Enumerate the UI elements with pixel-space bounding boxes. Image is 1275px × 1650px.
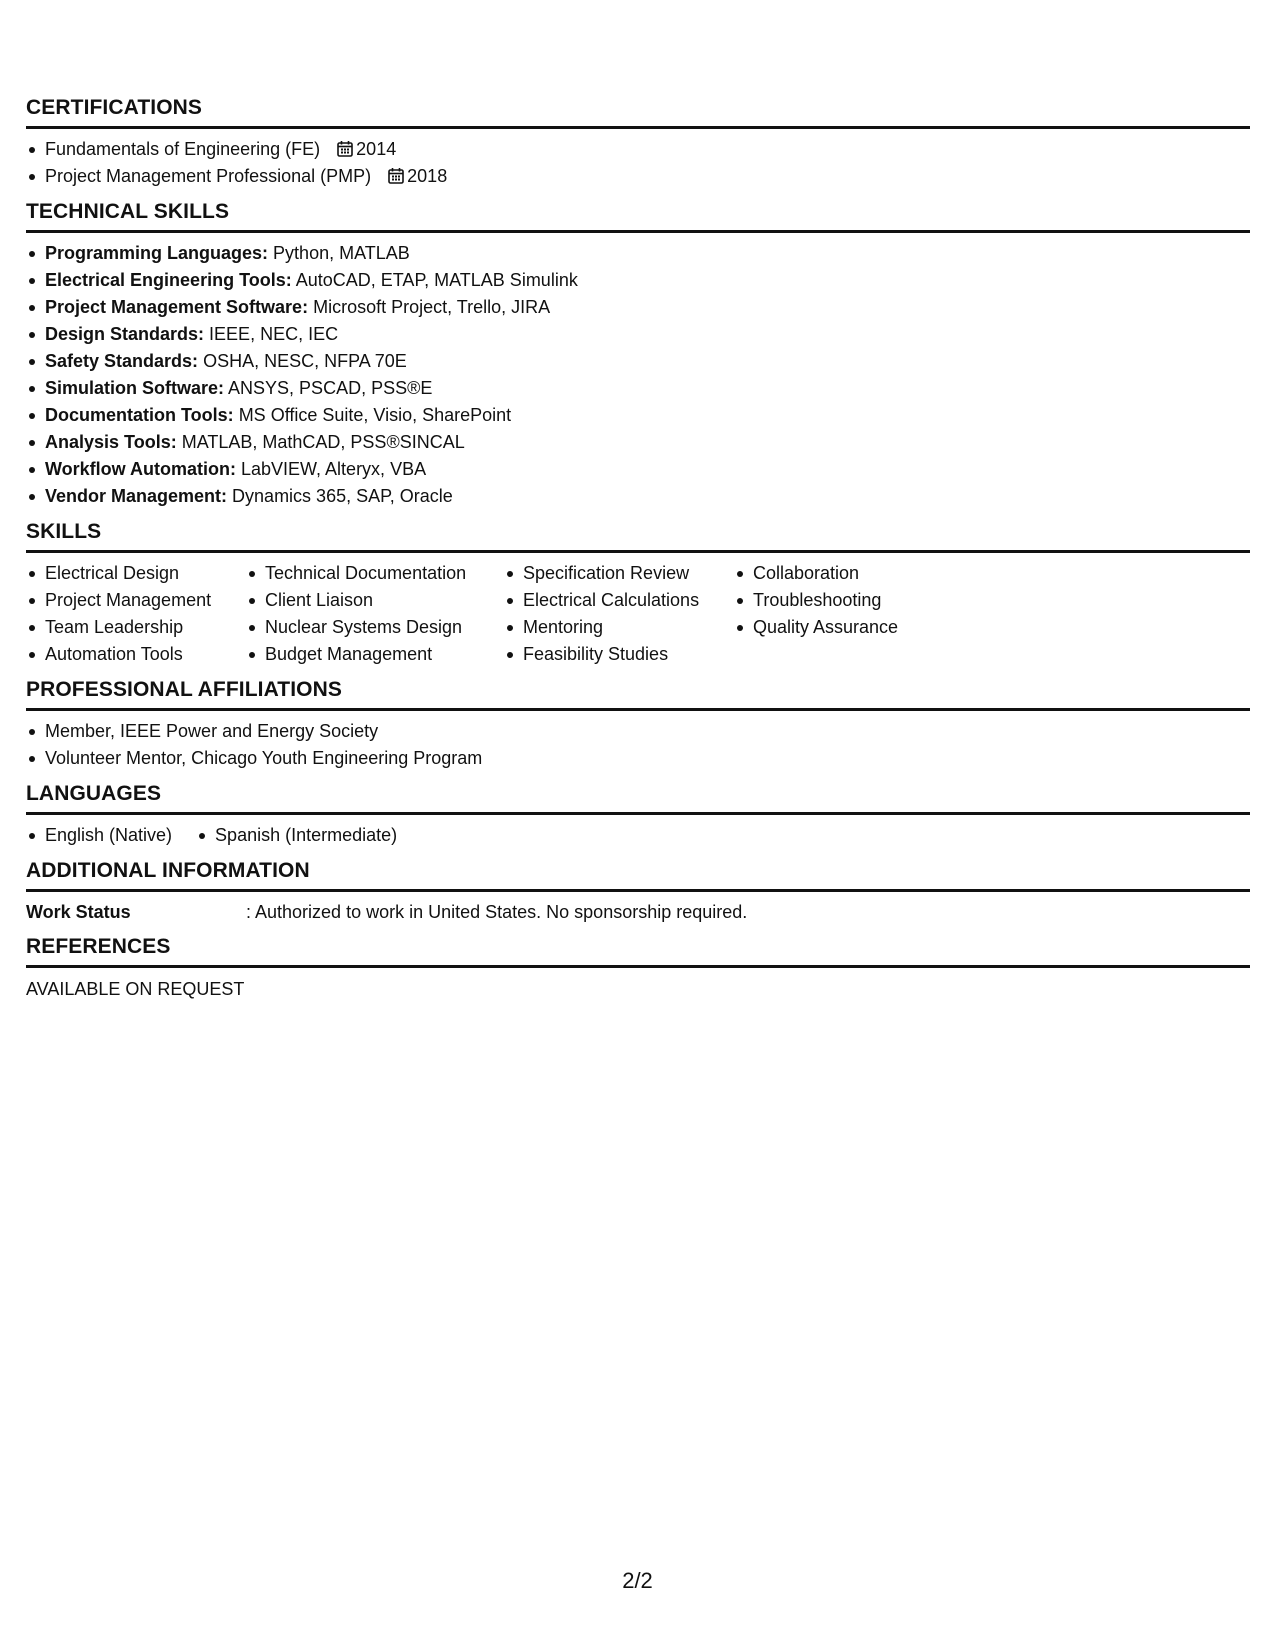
language-item: English (Native) [26,822,172,849]
skill-item: Project Management [26,587,224,614]
skill-item: Quality Assurance [734,614,934,641]
skills-column [504,560,712,668]
skill-item: Feasibility Studies [504,641,712,668]
skills-grid [26,560,1250,668]
certification-name: Project Management Professional (PMP) [45,166,372,186]
calendar-icon [337,140,353,157]
skill-category-value: MATLAB, MathCAD, PSS®SINCAL [181,432,465,452]
page-number: 2/2 [622,1568,653,1593]
skill-category-value: Microsoft Project, Trello, JIRA [313,297,551,317]
certifications-section [26,96,1250,190]
section-title-certifications: CERTIFICATIONS [26,96,1250,129]
languages-list [26,822,1250,849]
section-title-skills: SKILLS [26,520,1250,553]
section-title-affiliations: PROFESSIONAL AFFILIATIONS [26,678,1250,711]
skill-item: Specification Review [504,560,712,587]
skill-item: Electrical Calculations [504,587,712,614]
technical-skill-item [26,294,1250,321]
skill-category-value: ANSYS, PSCAD, PSS®E [228,378,433,398]
technical-skill-item [26,429,1250,456]
skill-item: Nuclear Systems Design [246,614,482,641]
skills-column [246,560,482,668]
skill-category-value: IEEE, NEC, IEC [209,324,339,344]
skill-category-value: AutoCAD, ETAP, MATLAB Simulink [295,270,578,290]
affiliations-section [26,678,1250,772]
skill-category-value: MS Office Suite, Visio, SharePoint [238,405,512,425]
skills-column [26,560,224,668]
affiliation-item: Member, IEEE Power and Energy Society [26,718,1250,745]
calendar-icon [388,167,404,184]
skill-category-value: OSHA, NESC, NFPA 70E [203,351,407,371]
technical-skill-item [26,348,1250,375]
skill-category-label: Analysis Tools: [45,432,177,452]
section-title-additional-info: ADDITIONAL INFORMATION [26,859,1250,892]
skill-item: Collaboration [734,560,934,587]
skill-category-label: Documentation Tools: [45,405,234,425]
skill-category-value: Python, MATLAB [273,243,410,263]
skill-category-label: Electrical Engineering Tools: [45,270,292,290]
section-title-references: REFERENCES [26,935,1250,968]
certification-year: 2014 [356,139,397,159]
skill-item: Automation Tools [26,641,224,668]
technical-skill-item [26,321,1250,348]
skill-item: Troubleshooting [734,587,934,614]
skill-item: Team Leadership [26,614,224,641]
skill-category-label: Workflow Automation: [45,459,236,479]
languages-section [26,782,1250,849]
technical-skills-list [26,240,1250,510]
resume-page-2 [26,96,1250,1013]
technical-skill-item [26,483,1250,510]
section-title-languages: LANGUAGES [26,782,1250,815]
skill-category-label: Programming Languages: [45,243,269,263]
technical-skill-item [26,375,1250,402]
certifications-list [26,136,1250,190]
skill-category-label: Vendor Management: [45,486,228,506]
certification-item [26,163,1250,190]
additional-info-section [26,859,1250,925]
section-title-technical-skills: TECHNICAL SKILLS [26,200,1250,233]
affiliations-list [26,718,1250,772]
skill-category-label: Simulation Software: [45,378,225,398]
references-section [26,935,1250,1003]
affiliation-item: Volunteer Mentor, Chicago Youth Engineering Program [26,745,1250,772]
skills-column [734,560,934,668]
certification-name: Fundamentals of Engineering (FE) [45,139,321,159]
skill-item: Mentoring [504,614,712,641]
technical-skills-section [26,200,1250,510]
certification-year: 2018 [407,166,448,186]
skill-item: Client Liaison [246,587,482,614]
certification-item [26,136,1250,163]
skill-category-value: Dynamics 365, SAP, Oracle [232,486,453,506]
skill-item: Budget Management [246,641,482,668]
technical-skill-item [26,240,1250,267]
work-status-row [26,899,1250,925]
references-text: AVAILABLE ON REQUEST [26,979,245,999]
language-item: Spanish (Intermediate) [196,822,397,849]
skill-category-label: Project Management Software: [45,297,309,317]
skill-category-label: Safety Standards: [45,351,199,371]
technical-skill-item [26,267,1250,294]
skill-category-value: LabVIEW, Alteryx, VBA [241,459,427,479]
skill-item: Technical Documentation [246,560,482,587]
skills-section [26,520,1250,668]
work-status-value: : Authorized to work in United States. No sponsorship required. [246,902,748,922]
skill-category-label: Design Standards: [45,324,205,344]
technical-skill-item [26,456,1250,483]
technical-skill-item [26,402,1250,429]
work-status-label: Work Status [26,902,131,922]
skill-item: Electrical Design [26,560,224,587]
